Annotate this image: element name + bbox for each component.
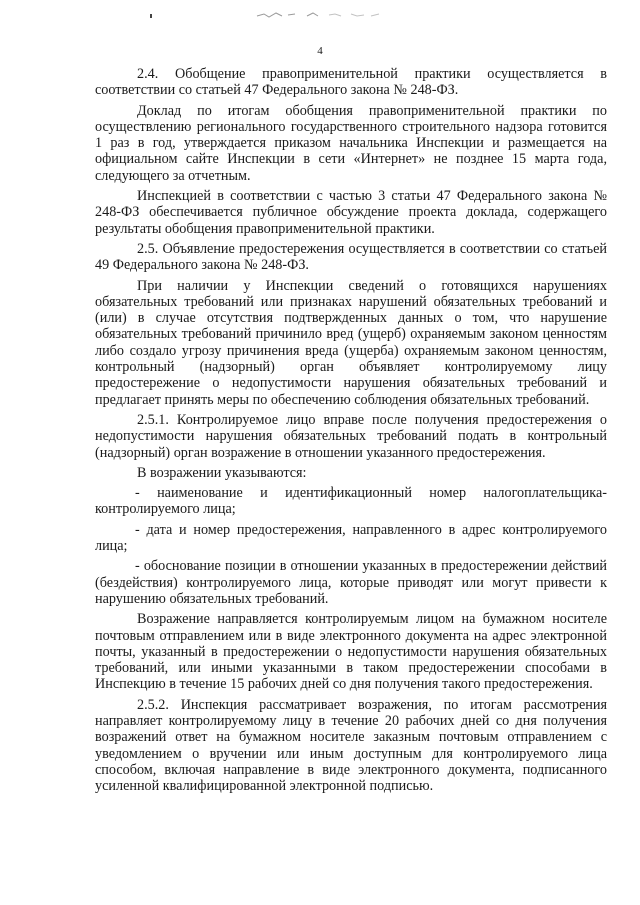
list-item-name-inn: - наименование и идентификационный номер налогоплательщика-контролируемого лица;: [95, 485, 607, 518]
page-number: 4: [317, 45, 323, 57]
paragraph-warning-grounds: При наличии у Инспекции сведений о готовящихся нарушениях обязательных требований или признаках нарушений обязательных требований и (или) в случае отсутствия подтвержденных данных о том, что нарушение обязательных требований причинило вред (ущерб) охраняемым законом ценностям либо создало угрозу причинения вреда (ущерба) охраняемым законом ценностям, контрольный (надзорный) орган объявляет контролируемому лицу предостережение о недопустимости нарушения обязательных требований и предлагает принять меры по обеспечению соблюдения обязательных требований.: [95, 277, 607, 408]
list-item-warning-date: - дата и номер предостережения, направленного в адрес контролируемого лица;: [95, 521, 607, 555]
document-body: [95, 66, 607, 798]
paragraph-public-discussion: Инспекцией в соответствии с частью 3 статьи 47 Федерального закона № 248-ФЗ обеспечивается публичное обсуждение проекта доклада, содержащего результаты обобщения правоприменительной практики.: [95, 188, 607, 237]
scan-artifact-marks: [255, 10, 385, 20]
paragraph-2-5: 2.5. Объявление предостережения осуществляется в соответствии со статьей 49 Федерального закона № 248-ФЗ.: [95, 240, 607, 274]
paragraph-report: Доклад по итогам обобщения правоприменительной практики по осуществлению регионального государственного строительного надзора готовится 1 раз в год, утверждается приказом начальника Инспекции и размещается на официальном сайте Инспекции в сети «Интернет» не позднее 15 марта года, следующего за отчетным.: [95, 102, 607, 184]
list-item-justification: - обоснование позиции в отношении указанных в предостережении действий (бездействия) контролируемого лица, которые приводят или могут привести к нарушению обязательных требований.: [95, 558, 607, 607]
paragraph-2-5-1: 2.5.1. Контролируемое лицо вправе после получения предостережения о недопустимости нарушения обязательных требований подать в контрольный (надзорный) орган возражение в отношении указанного предостережения.: [95, 411, 607, 461]
paragraph-2-4: 2.4. Обобщение правоприменительной практики осуществляется в соответствии со статьей 47 Федерального закона № 248-ФЗ.: [95, 66, 607, 99]
paragraph-objection-contents: В возражении указываются:: [137, 464, 307, 481]
paragraph-2-5-2: 2.5.2. Инспекция рассматривает возражения, по итогам рассмотрения направляет контролируемому лицу в течение 20 рабочих дней со дня получения возражений ответ на бумажном носителе заказным почтовым отправлением с уведомлением о вручении или иным доступным для контролируемого лица способом, включая направление в виде электронного документа, подписанного усиленной квалифицированной электронной подписью.: [95, 696, 607, 795]
paragraph-objection-delivery: Возражение направляется контролируемым лицом на бумажном носителе почтовым отправлением или в виде электронного документа на адрес электронной почты, указанный в предостережении о недопустимости нарушения обязательных требований, или иными указанными в таком предостережении способами в Инспекцию в течение 15 рабочих дней со дня получения такого предостережения.: [95, 611, 607, 693]
scan-tick-mark: [150, 14, 152, 18]
